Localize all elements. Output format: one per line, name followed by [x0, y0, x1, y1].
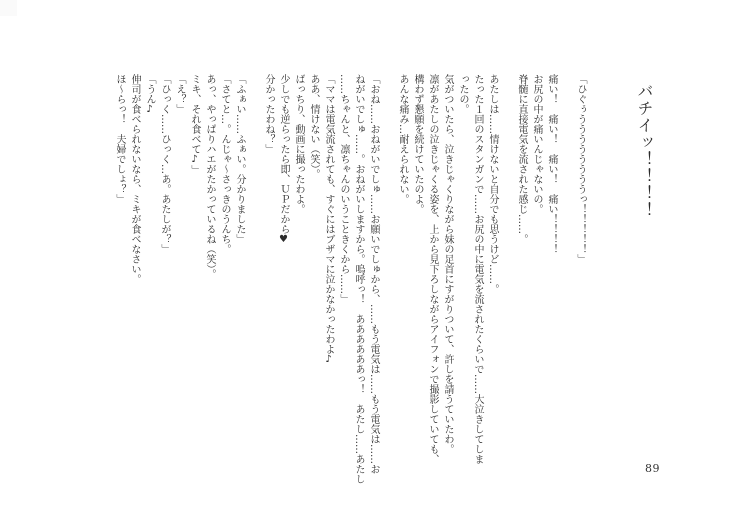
text-line: 分かったわね？」 [263, 74, 274, 154]
text-line: ミキ、それ食べて♪」 [189, 74, 200, 175]
text-line: 「おね……おねがいでしゅ……お願いでしゅから、……もう電気は……もう電気は……お [368, 74, 379, 474]
text-line: ほ～らっ！ 夫婦でしょ？」 [114, 74, 125, 204]
text-line: 気がついたら、泣きじゃくりながら妹の足首にすがりついて、許しを請うていたわ。 [442, 74, 453, 454]
text-line: 少しでも逆らったら即、ＵＰだから♥ [278, 74, 289, 245]
text-line: 構わず懇願を続けていたのよ。 [412, 74, 423, 214]
text-line: 「ひっく……ひっく…あ。あたしが？」 [159, 74, 170, 254]
paragraph-gap [559, 74, 573, 466]
text-line: ……ちゃんと、凛ちゃんのいうこときくから……」 [338, 74, 349, 304]
text-line: 「え？」 [174, 74, 185, 114]
chapter-heading: バチイッ！！！！ [635, 83, 654, 219]
corner-artifact [0, 0, 17, 16]
text-line: お尻の中が痛いんじゃないの。 [531, 74, 542, 214]
text-line: ったの。 [457, 74, 468, 114]
text-line: 「ひぐぅううううううううっ！！！！！」 [575, 74, 586, 264]
text-line: 「さてと…。んじゃ～さっきのうんち。 [219, 74, 230, 254]
text-line: 伸司が食べられないなら、ミキが食べなさい。 [129, 74, 140, 284]
text-line: あんな痛み…耐えられない。 [397, 74, 408, 204]
text-line: ばっちり、動画に撮ったわよ。 [293, 74, 304, 214]
text-line: ねがいでしゅ……。おねがいしますから。嗚呼っ！ ああああああっ！ あたし……あたし [353, 74, 364, 484]
text-line: 「ママは電気流されても、すぐにはブザマに泣かなかったわよ♪ [323, 74, 334, 365]
text-line: たった１回のスタンガンで……お尻の中に電気を流されたくらいで……大泣きしてしま [472, 74, 483, 464]
paragraph-gap [500, 74, 514, 466]
paragraph-gap [247, 74, 261, 466]
text-line: 脊髄に直接電気を流された感じ……。 [516, 74, 527, 244]
text-line: ああ、情けない（笑）。 [308, 74, 319, 179]
text-line: 「うん♪ [144, 74, 155, 115]
text-line: 凛があたしの泣きじゃくる姿を、上から見下ろしながらアイフォンで撮影していても、 [427, 74, 438, 464]
paragraph-gap [381, 74, 395, 466]
text-line: あたしは……情けないと自分でも思うけど……。 [487, 74, 498, 294]
text-line: あっ、やっぱりハエがたかっているね（笑）。 [204, 74, 215, 279]
page-number: 89 [645, 462, 660, 475]
text-line: 痛い！ 痛い！ 痛い！ 痛い！！！！ [546, 74, 557, 254]
text-line: 「ふぁい……ふぁい。分かりました」 [234, 74, 245, 244]
